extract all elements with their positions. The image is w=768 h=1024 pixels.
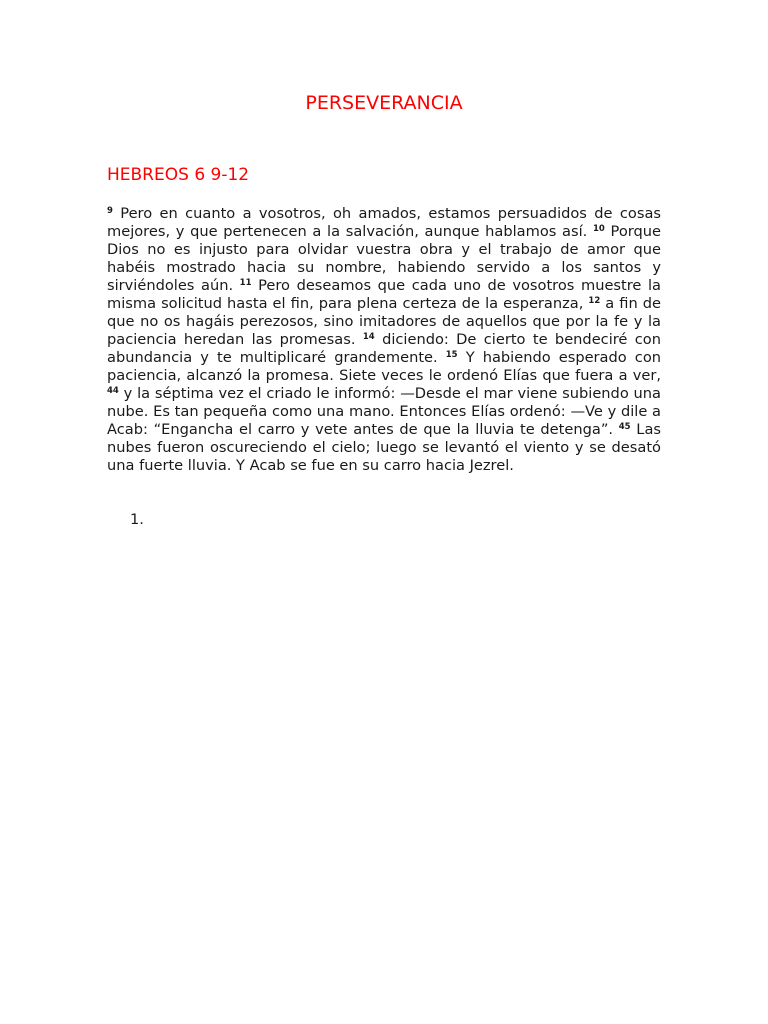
scripture-reference: HEBREOS 6 9-12	[107, 165, 250, 185]
verse-number: 15	[445, 350, 458, 360]
verse-number: 11	[239, 278, 252, 288]
verse-text: Pero en cuanto a vosotros, oh amados, estamos persuadidos de cosas mejores, y que pertenecen a la salvación, aunque hablamos así.	[107, 205, 661, 240]
numbered-list	[130, 511, 144, 529]
verse-number: 44	[107, 386, 119, 396]
verse-number: 45	[618, 422, 631, 432]
verse-number: 14	[362, 332, 375, 342]
verse-number: 10	[593, 224, 605, 234]
verse-paragraph	[107, 205, 661, 475]
verse-number: 12	[588, 296, 601, 306]
verse-text: a fin de que no os hagáis perezosos, sino imitadores de aquellos que por la fe y la paciencia heredan las promesas.	[107, 295, 661, 348]
verse-text: y la séptima vez el criado le informó: —Desde el mar viene subiendo una nube. Es tan pequeña como una mano. Entonces Elías ordenó: —Ve y dile a Acab: “Engancha el carro y vete antes de que la lluvia te detenga”.	[107, 385, 661, 438]
verse-text: diciendo: De cierto te bendeciré con abundancia y te multiplicaré grandemente.	[107, 331, 661, 366]
verse-text: Porque Dios no es injusto para olvidar vuestra obra y el trabajo de amor que habéis mostrado hacia su nombre, habiendo servido a los santos y sirviéndoles aún.	[107, 223, 661, 294]
verse-text: Las nubes fueron oscureciendo el cielo; luego se levantó el viento y se desató una fuerte lluvia. Y Acab se fue en su carro hacia Jezrel.	[107, 421, 661, 474]
page-title: PERSEVERANCIA	[305, 92, 463, 114]
verse-text: Y habiendo esperado con paciencia, alcanzó la promesa. Siete veces le ordenó Elías que fuera a ver,	[107, 349, 661, 384]
verse-number: 9	[107, 206, 113, 216]
list-marker: 1.	[130, 511, 144, 528]
verse-text: Pero deseamos que cada uno de vosotros muestre la misma solicitud hasta el fin, para plena certeza de la esperanza,	[107, 277, 662, 312]
